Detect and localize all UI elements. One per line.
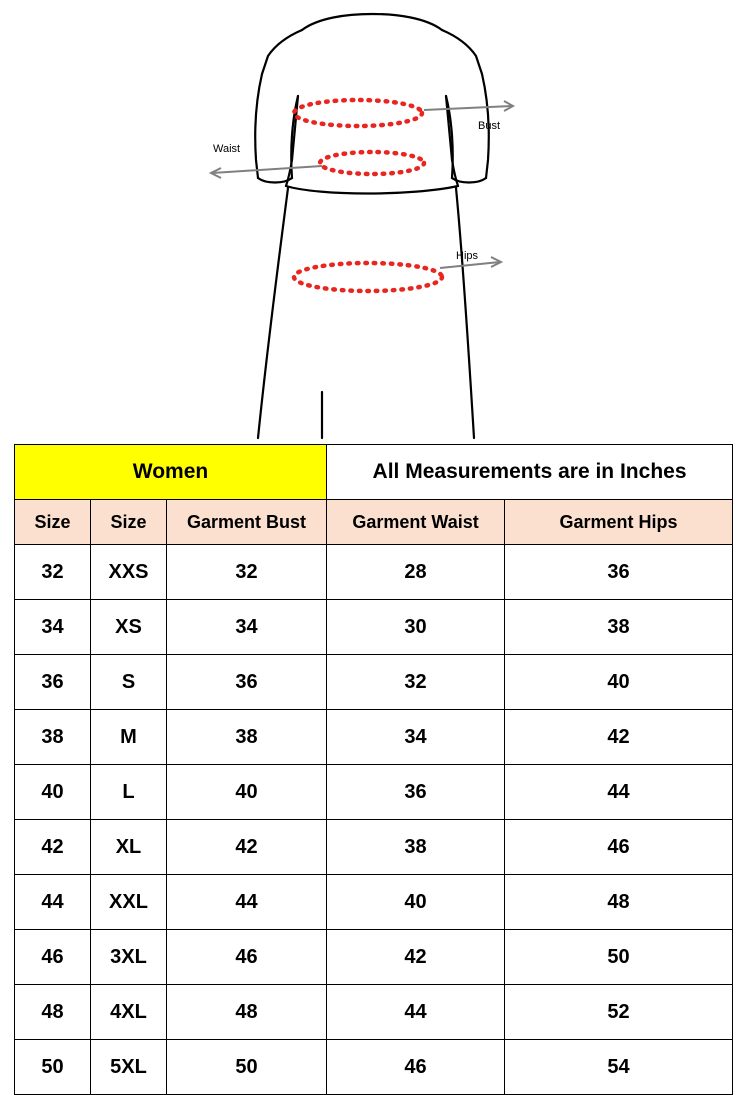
cell-bust: 36 [167,655,327,710]
cell-size-alpha: XL [91,820,167,875]
cell-bust: 32 [167,545,327,600]
table-row [15,545,733,600]
cell-size-numeric: 44 [15,875,91,930]
cell-size-numeric: 40 [15,765,91,820]
bust-label: Bust [478,120,501,132]
table-row [15,655,733,710]
header-size-numeric: Size [15,500,91,545]
table-row [15,765,733,820]
cell-size-alpha: XXL [91,875,167,930]
cell-size-alpha: M [91,710,167,765]
cell-bust: 40 [167,765,327,820]
cell-hips: 54 [505,1040,733,1095]
cell-size-numeric: 36 [15,655,91,710]
table-row [15,930,733,985]
header-garment-bust: Garment Bust [167,500,327,545]
table-row [15,820,733,875]
cell-bust: 42 [167,820,327,875]
hips-measure-ellipse [294,263,442,291]
cell-size-alpha: 4XL [91,985,167,1040]
cell-waist: 46 [327,1040,505,1095]
cell-bust: 38 [167,710,327,765]
cell-bust: 48 [167,985,327,1040]
cell-size-numeric: 32 [15,545,91,600]
hips-label: Hips [456,250,479,262]
cell-size-alpha: L [91,765,167,820]
table-header-row [15,500,733,545]
cell-size-numeric: 50 [15,1040,91,1095]
cell-size-alpha: XXS [91,545,167,600]
dress-illustration [0,0,746,440]
table-row [15,985,733,1040]
size-table [14,444,733,1095]
cell-waist: 36 [327,765,505,820]
table-row [15,600,733,655]
cell-hips: 50 [505,930,733,985]
title-measurements: All Measurements are in Inches [327,445,733,500]
cell-size-alpha: S [91,655,167,710]
cell-size-numeric: 48 [15,985,91,1040]
size-table-body [15,445,733,1095]
cell-hips: 46 [505,820,733,875]
cell-bust: 34 [167,600,327,655]
cell-waist: 44 [327,985,505,1040]
cell-waist: 38 [327,820,505,875]
table-row [15,710,733,765]
header-garment-hips: Garment Hips [505,500,733,545]
cell-hips: 52 [505,985,733,1040]
cell-bust: 50 [167,1040,327,1095]
cell-hips: 48 [505,875,733,930]
cell-waist: 40 [327,875,505,930]
cell-bust: 44 [167,875,327,930]
cell-hips: 44 [505,765,733,820]
cell-hips: 42 [505,710,733,765]
cell-size-alpha: 3XL [91,930,167,985]
header-size-alpha: Size [91,500,167,545]
cell-size-numeric: 34 [15,600,91,655]
cell-hips: 36 [505,545,733,600]
cell-waist: 42 [327,930,505,985]
cell-waist: 32 [327,655,505,710]
cell-waist: 34 [327,710,505,765]
size-table-wrap [14,444,732,1095]
garment-diagram [0,0,746,440]
table-row [15,875,733,930]
waist-label: Waist [213,143,241,155]
cell-size-numeric: 38 [15,710,91,765]
cell-size-numeric: 46 [15,930,91,985]
cell-waist: 30 [327,600,505,655]
cell-size-numeric: 42 [15,820,91,875]
cell-size-alpha: 5XL [91,1040,167,1095]
header-garment-waist: Garment Waist [327,500,505,545]
cell-size-alpha: XS [91,600,167,655]
cell-waist: 28 [327,545,505,600]
cell-hips: 38 [505,600,733,655]
table-row [15,1040,733,1095]
cell-bust: 46 [167,930,327,985]
cell-hips: 40 [505,655,733,710]
title-women: Women [15,445,327,500]
table-title-row [15,445,733,500]
